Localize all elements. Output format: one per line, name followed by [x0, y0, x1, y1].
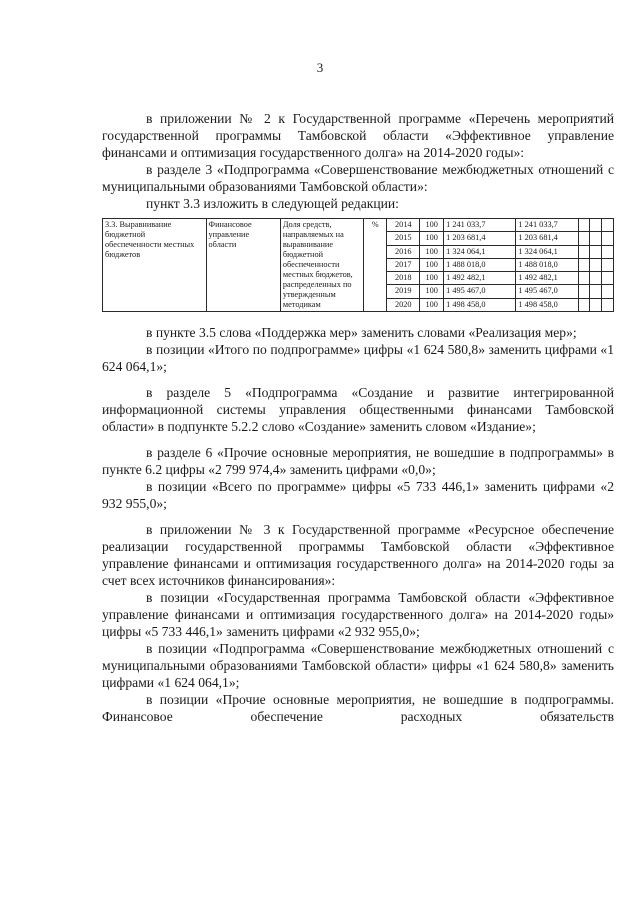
paragraph-state-program: в позиции «Государственная программа Тамбовской области «Эффективное управление финансами и оптимизация государственного долга» на 2014-2020 годы» цифры «5 733 446,1» заменить цифрами «2 932 955,0»; — [102, 590, 614, 639]
table-cell-year: 2017 — [387, 258, 420, 271]
table-cell-amount: 1 488 018,0 — [444, 258, 516, 271]
table-cell-amount-2: 1 495 467,0 — [516, 285, 578, 298]
paragraph-subprogram-total: в позиции «Итого по подпрограмме» цифры «1 624 580,8» заменить цифрами «1 624 064,1»; — [102, 342, 614, 374]
table-cell-empty — [590, 272, 602, 285]
table-cell-empty — [602, 232, 614, 245]
paragraph-section-5: в разделе 5 «Подпрограмма «Создание и развитие интегрированной информационной системы управления общественными финансами Тамбовской области» в подпункте 5.2.2 слово «Создание» заменить словом «Издание»; — [102, 385, 614, 434]
table-cell-amount: 1 203 681,4 — [444, 232, 516, 245]
table-cell-year: 2019 — [387, 285, 420, 298]
table-cell-amount-2: 1 203 681,4 — [516, 232, 578, 245]
table-cell-empty — [578, 285, 590, 298]
table-cell-empty — [578, 298, 590, 311]
table-cell-amount-2: 1 498 458,0 — [516, 298, 578, 311]
table-cell-empty — [578, 272, 590, 285]
page-number: 3 — [316, 60, 324, 75]
paragraph-item-3-5: в пункте 3.5 слова «Поддержка мер» заменить словами «Реализация мер»; — [146, 325, 577, 340]
table-cell-empty — [590, 219, 602, 232]
table-cell-value: 100 — [420, 232, 444, 245]
table-cell-amount: 1 241 033,7 — [444, 219, 516, 232]
table-cell-indicator: Доля средств, направляемых на выравнивание бюджетной обеспеченности местных бюджетов, распределенных по утвержденным методикам — [280, 219, 363, 312]
paragraph-appendix-2: в приложении № 2 к Государственной программе «Перечень мероприятий государственной программы Тамбовской области «Эффективное управление финансами и оптимизация государственного долга» на 2014-2020 годы»: — [102, 111, 614, 160]
table-cell-empty — [602, 245, 614, 258]
paragraph-subprogram: в позиции «Подпрограмма «Совершенствование межбюджетных отношений с муниципальными образованиями Тамбовской области» цифры «1 624 580,8» заменить цифрами «1 624 064,1»; — [102, 641, 614, 690]
table-cell-name: 3.3. Выравнивание бюджетной обеспеченности местных бюджетов — [103, 219, 207, 312]
paragraph-other-activities: в позиции «Прочие основные мероприятия, не вошедшие в подпрограммы. Финансовое обеспечение расходных обязательств — [102, 692, 614, 724]
table-cell-empty — [590, 258, 602, 271]
table-cell-value: 100 — [420, 219, 444, 232]
table-cell-empty — [578, 219, 590, 232]
paragraph-program-total: в позиции «Всего по программе» цифры «5 733 446,1» заменить цифрами «2 932 955,0»; — [102, 479, 614, 511]
paragraph-appendix-3: в приложении № 3 к Государственной программе «Ресурсное обеспечение реализации государственной программы Тамбовской области «Эффективное управление финансами и оптимизация государственного долга» на 2014-2020 годы за счет всех источников финансирования»: — [102, 522, 614, 588]
table-cell-empty — [602, 285, 614, 298]
table-cell-empty — [602, 272, 614, 285]
table-cell-year: 2014 — [387, 219, 420, 232]
table-cell-amount-2: 1 324 064,1 — [516, 245, 578, 258]
table-cell-unit: % — [364, 219, 387, 312]
table-cell-empty — [602, 258, 614, 271]
table-cell-empty — [590, 298, 602, 311]
table-cell-amount: 1 498 458,0 — [444, 298, 516, 311]
table-cell-year: 2020 — [387, 298, 420, 311]
paragraph-section-3: в разделе 3 «Подпрограмма «Совершенствование межбюджетных отношений с муниципальными образованиями Тамбовской области»: — [102, 162, 614, 194]
table-cell-year: 2018 — [387, 272, 420, 285]
table-cell-value: 100 — [420, 298, 444, 311]
table-cell-value: 100 — [420, 258, 444, 271]
table-cell-empty — [602, 298, 614, 311]
table-row — [103, 219, 614, 232]
table-cell-empty — [578, 245, 590, 258]
table-cell-amount-2: 1 241 033,7 — [516, 219, 578, 232]
table-cell-year: 2015 — [387, 232, 420, 245]
table-cell-empty — [578, 258, 590, 271]
table-cell-value: 100 — [420, 245, 444, 258]
table-cell-empty — [590, 245, 602, 258]
table-cell-empty — [590, 285, 602, 298]
table-cell-amount-2: 1 488 018,0 — [516, 258, 578, 271]
table-cell-year: 2016 — [387, 245, 420, 258]
table-cell-amount: 1 492 482,1 — [444, 272, 516, 285]
table-cell-value: 100 — [420, 285, 444, 298]
table-cell-amount: 1 495 467,0 — [444, 285, 516, 298]
paragraph-section-6: в разделе 6 «Прочие основные мероприятия, не вошедшие в подпрограммы» в пункте 6.2 цифры «2 799 974,4» заменить цифрами «0,0»; — [102, 445, 614, 477]
paragraph-item-3-3: пункт 3.3 изложить в следующей редакции: — [146, 196, 399, 211]
item-3-3-table-wrap — [102, 218, 614, 312]
table-cell-amount: 1 324 064,1 — [444, 245, 516, 258]
table-cell-value: 100 — [420, 272, 444, 285]
document-body — [102, 110, 614, 725]
item-3-3-table — [102, 218, 614, 312]
table-cell-empty — [590, 232, 602, 245]
table-cell-empty — [602, 219, 614, 232]
table-cell-amount-2: 1 492 482,1 — [516, 272, 578, 285]
table-cell-executor: Финансовое управление области — [206, 219, 280, 312]
table-cell-empty — [578, 232, 590, 245]
